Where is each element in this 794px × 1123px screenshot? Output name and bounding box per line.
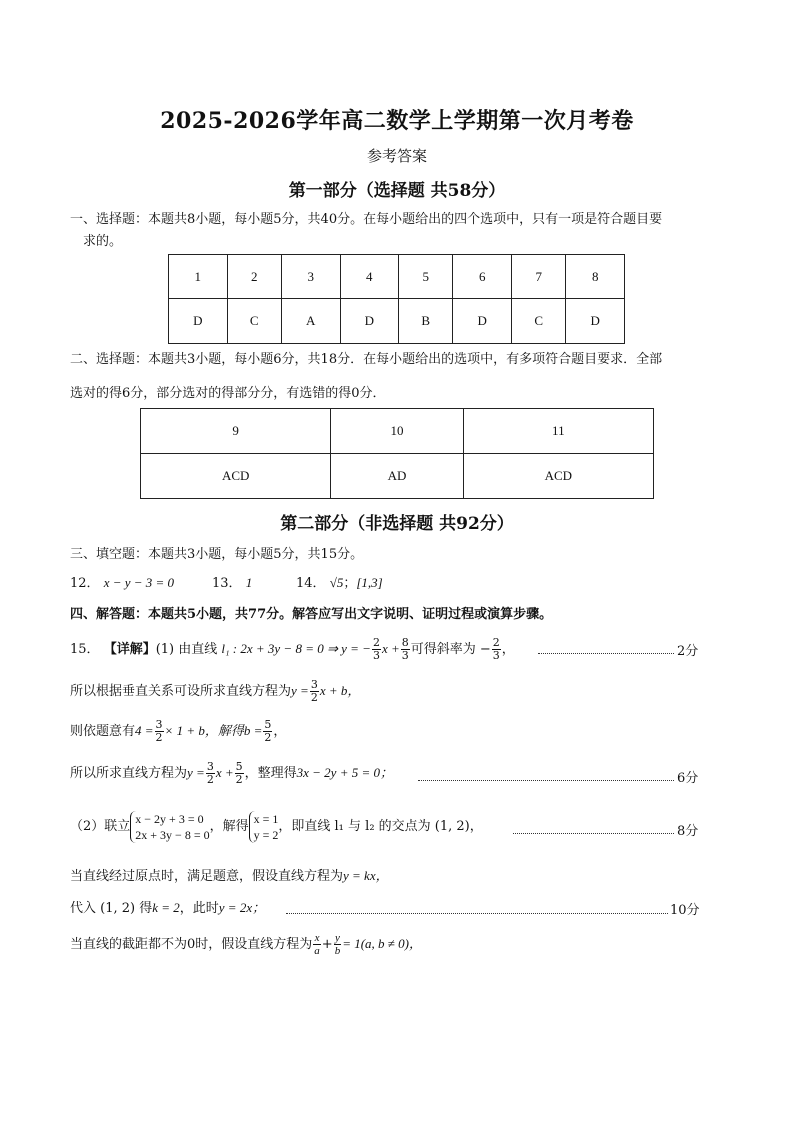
text: ，此时	[179, 901, 219, 916]
table-cell: ACD	[463, 454, 653, 499]
section1-answer-table	[168, 254, 625, 344]
text: 则依题意有	[70, 724, 136, 739]
section2-instructions-line2: 选对的得6分，部分选对的得部分分，有选错的得0分．	[70, 386, 386, 401]
section2-answer-row	[141, 454, 654, 499]
q15-line2	[70, 678, 360, 705]
equation: x − 2y + 3 = 0	[135, 811, 204, 826]
text: ，解得	[209, 819, 249, 834]
section1-answer-row	[169, 299, 625, 344]
q15-line3	[70, 718, 286, 745]
math-text: x + b，	[319, 683, 361, 698]
math-text: k = 2	[152, 900, 180, 915]
equation: x = 1	[253, 811, 279, 826]
fraction: $\frac{5}{2}$	[264, 718, 272, 744]
section1-number-row	[169, 255, 625, 299]
table-cell: 2	[227, 255, 281, 299]
part2-heading: 第二部分（非选择题 共92分）	[280, 514, 514, 534]
solution-system	[249, 811, 279, 843]
table-cell: ACD	[141, 454, 331, 499]
table-cell: C	[512, 299, 566, 344]
section1-instructions-line2: 求的。	[83, 234, 123, 249]
fraction: $\frac{y}{b}$	[334, 932, 341, 957]
equation: y = 2	[253, 827, 279, 842]
q14-separator: ；	[343, 576, 357, 591]
section4-heading: 四、解答题：本题共5小题，共77分。解答应写出文字说明、证明过程或演算步骤。	[70, 607, 553, 622]
dotted-leader	[538, 653, 674, 654]
table-cell: D	[566, 299, 625, 344]
math-text: y = kx，	[343, 868, 389, 883]
table-cell: 5	[399, 255, 453, 299]
text: 当直线的截距都不为0时，假设直线方程为	[70, 937, 313, 952]
fraction: $\frac{2}{3}$	[492, 636, 500, 662]
table-cell: D	[169, 299, 228, 344]
table-cell: 8	[566, 255, 625, 299]
q15-line6	[70, 866, 389, 887]
q15-line8	[70, 930, 422, 959]
table-cell: 10	[331, 409, 463, 454]
section2-instructions-line1: 二、选择题：本题共3小题，每小题6分，共18分．在每小题给出的选项中，有多项符合题目要求．全部	[70, 352, 663, 367]
fraction: $\frac{2}{3}$	[372, 636, 380, 662]
dotted-leader	[513, 833, 674, 834]
q14-answer-b: [1,3]	[356, 575, 383, 590]
dotted-leader	[418, 780, 674, 781]
punctuation: ，	[273, 724, 287, 739]
math-text: b =	[243, 723, 263, 738]
score-mark: 2分	[677, 644, 699, 659]
text: 所以根据垂直关系可设所求直线方程为	[70, 684, 292, 699]
table-cell: 9	[141, 409, 331, 454]
math-text: × 1 + b，解得	[164, 723, 244, 738]
q13-answer-line	[212, 573, 252, 594]
q14-answer-line	[296, 573, 383, 594]
q15-tag: 【详解】	[103, 642, 156, 657]
q15-line-equation: l₁ : 2x + 3y − 8 = 0 ⇒ y = −	[221, 641, 371, 656]
text: 当直线经过原点时，满足题意，假设直线方程为	[70, 869, 344, 884]
q15-line4	[70, 760, 393, 787]
score-mark: 8分	[677, 824, 699, 839]
score-mark: 6分	[677, 771, 699, 786]
section2-answer-table	[140, 408, 654, 499]
q15-part1-prefix: (1) 由直线	[155, 642, 218, 657]
q15-line1	[70, 636, 515, 663]
q15-label: 15．	[70, 642, 100, 657]
section2-number-row	[141, 409, 654, 454]
q14-label: 14．	[296, 576, 326, 591]
table-cell: 1	[169, 255, 228, 299]
section1-instructions-line1: 一、选择题：本题共8小题，每小题5分，共40分。在每小题给出的四个选项中，只有一项是符合题目要	[70, 212, 663, 227]
dotted-leader	[286, 913, 668, 914]
table-cell: 11	[463, 409, 653, 454]
equation-system	[130, 811, 209, 843]
equation: 2x + 3y − 8 = 0	[135, 827, 210, 842]
section3-heading: 三、填空题：本题共3小题，每小题5分，共15分。	[70, 547, 364, 562]
math-text: 3x − 2y + 5 = 0；	[296, 765, 393, 780]
text: ，即直线 l₁ 与 l₂ 的交点为 (1, 2)，	[278, 819, 483, 834]
table-cell: D	[453, 299, 512, 344]
text: （2）联立	[70, 819, 131, 834]
math-text: y = 2x；	[218, 900, 266, 915]
table-cell: AD	[331, 454, 463, 499]
table-cell: A	[281, 299, 340, 344]
fraction: $\frac{x}{a}$	[314, 932, 320, 957]
table-cell: 7	[512, 255, 566, 299]
punctuation: ，	[501, 642, 515, 657]
table-cell: 4	[340, 255, 399, 299]
page-title: 2025-2026学年高二数学上学期第一次月考卷	[160, 108, 634, 134]
q12-label: 12．	[70, 576, 100, 591]
math-text: +	[321, 937, 333, 952]
text: 代入 (1, 2) 得	[70, 901, 153, 916]
fraction: $\frac{3}{2}$	[155, 718, 163, 744]
q12-answer: x − y − 3 = 0	[103, 575, 175, 590]
q13-label: 13．	[212, 576, 242, 591]
fraction: $\frac{3}{2}$	[206, 760, 214, 786]
text: 所以所求直线方程为	[70, 766, 188, 781]
math-text: = 1(a, b ≠ 0)，	[342, 936, 423, 951]
table-cell: B	[399, 299, 453, 344]
fraction: $\frac{8}{3}$	[401, 636, 409, 662]
q14-answer-a: √5	[329, 575, 344, 590]
math-text: y =	[291, 683, 309, 698]
math-text: x +	[215, 765, 234, 780]
fraction: $\frac{3}{2}$	[310, 678, 318, 704]
math-text: x +	[381, 641, 400, 656]
q12-answer-line	[70, 573, 174, 594]
q15-line5	[70, 810, 483, 844]
text: ，整理得	[244, 766, 297, 781]
q15-line7	[70, 898, 265, 919]
part1-heading: 第一部分（选择题 共58分）	[288, 181, 506, 201]
table-cell: C	[227, 299, 281, 344]
score-mark: 10分	[670, 903, 700, 918]
table-cell: 3	[281, 255, 340, 299]
table-cell: 6	[453, 255, 512, 299]
math-text: y =	[187, 765, 205, 780]
q13-answer: 1	[245, 575, 253, 590]
q15-slope-text: 可得斜率为 −	[410, 642, 491, 657]
math-text: 4 =	[135, 723, 154, 738]
fraction: $\frac{5}{2}$	[235, 760, 243, 786]
page-subtitle: 参考答案	[366, 147, 427, 165]
table-cell: D	[340, 299, 399, 344]
